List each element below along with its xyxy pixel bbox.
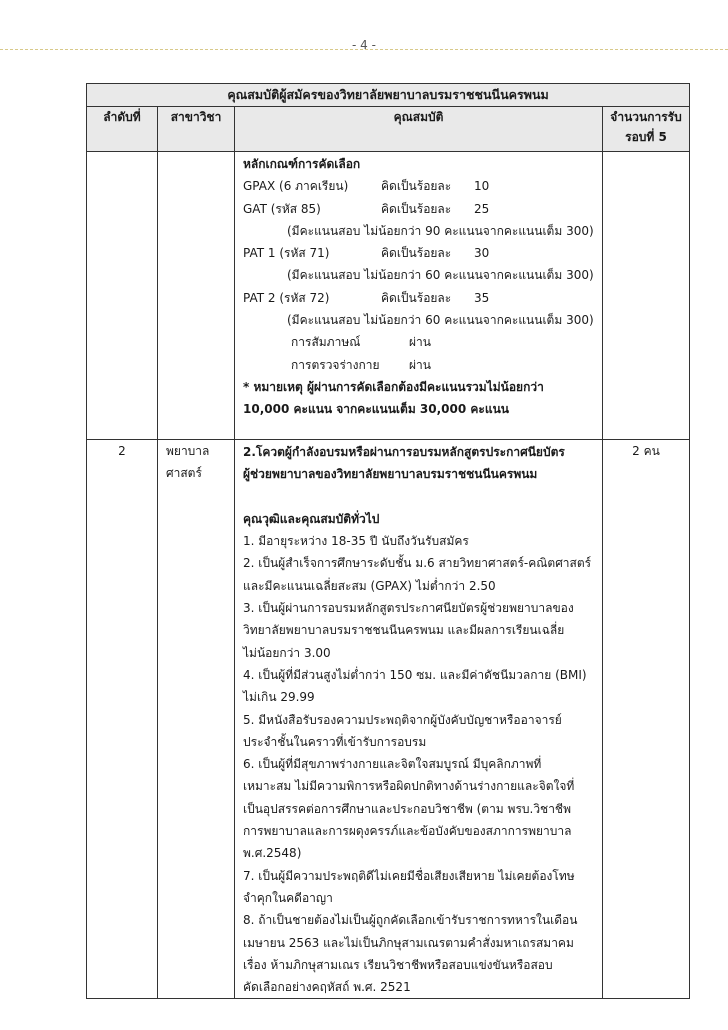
criteria-interview	[243, 331, 594, 353]
pat2-pct: 35	[474, 290, 490, 305]
page-number: - 4 -	[352, 38, 376, 52]
list-item: 1. มีอายุระหว่าง 18-35 ปี นับถึงวันรับสมัคร	[243, 534, 469, 549]
selection-criteria-cell	[235, 152, 603, 440]
criteria-gat	[243, 198, 594, 220]
row2-major-line1: พยาบาล	[166, 444, 210, 458]
list-item: คัดเลือกอย่างคฤหัสถ์ พ.ศ. 2521	[243, 980, 411, 995]
spacer	[243, 486, 594, 508]
gat-pct: 25	[474, 201, 490, 216]
row2-qualification-cell	[235, 440, 603, 999]
list-item: จำคุกในคดีอาญา	[243, 890, 333, 905]
list-item: เป็นอุปสรรคต่อการศึกษาและประกอบวิชาชีพ (ตาม พรบ.วิชาชีพ	[243, 801, 571, 816]
row2-major	[158, 440, 235, 999]
header-major: สาขาวิชา	[158, 107, 235, 152]
header-qualification: คุณสมบัติ	[235, 107, 603, 152]
pat2-note: (มีคะแนนสอบ ไม่น้อยกว่า 60 คะแนนจากคะแนนเต็ม 300)	[287, 313, 594, 328]
pat2-label: PAT 2 (รหัส 72)	[243, 290, 330, 305]
list-item: 7. เป็นผู้มีความประพฤติดีไม่เคยมีชื่อเสียงเสียหาย ไม่เคยต้องโทษ	[243, 868, 575, 883]
list-item: การพยาบาลและการผดุงครรภ์และข้อบังคับของสภาการพยาบาล	[243, 824, 572, 839]
gpax-pct-label: คิดเป็นร้อยละ	[381, 179, 452, 194]
physical-label: การตรวจร่างกาย	[291, 357, 380, 372]
list-item: ไม่น้อยกว่า 3.00	[243, 645, 331, 660]
quota-line-2: ผู้ช่วยพยาบาลของวิทยาลัยพยาบาลบรมราชชนนีนครพนม	[243, 467, 538, 482]
table-row	[87, 440, 690, 999]
row2-major-line2: ศาสตร์	[166, 466, 202, 481]
qualification-table	[86, 83, 690, 999]
row1-count-cell	[603, 152, 690, 440]
criteria-pat2	[243, 287, 594, 309]
list-item: 2. เป็นผู้สำเร็จการศึกษาระดับชั้น ม.6 สายวิทยาศาสตร์-คณิตศาสตร์	[243, 556, 592, 571]
row1-major-cell	[158, 152, 235, 440]
pat2-pct-label: คิดเป็นร้อยละ	[381, 290, 452, 305]
gat-label: GAT (รหัส 85)	[243, 201, 321, 216]
gat-pct-label: คิดเป็นร้อยละ	[381, 201, 452, 216]
table-title: คุณสมบัติผู้สมัครของวิทยาลัยพยาบาลบรมราชชนนีนครพนม	[87, 84, 690, 107]
list-item: วิทยาลัยพยาบาลบรมราชชนนีนครพนม และมีผลการเรียนเฉลี่ย	[243, 623, 565, 638]
list-item: เรื่อง ห้ามภิกษุสามเณร เรียนวิชาชีพหรือสอบแข่งขันหรือสอบ	[243, 957, 553, 972]
list-item: 3. เป็นผู้ผ่านการอบรมหลักสูตรประกาศนียบัตรผู้ช่วยพยาบาลของ	[243, 601, 574, 616]
row2-count: 2 คน	[603, 440, 690, 999]
pat1-note: (มีคะแนนสอบ ไม่น้อยกว่า 60 คะแนนจากคะแนนเต็ม 300)	[287, 268, 594, 283]
interview-label: การสัมภาษณ์	[291, 335, 361, 350]
list-item: เมษายน 2563 และไม่เป็นภิกษุสามเณรตามคำสั่งมหาเถรสมาคม	[243, 935, 574, 950]
list-item: 4. เป็นผู้ที่มีส่วนสูงไม่ต่ำกว่า 150 ซม. และมีค่าดัชนีมวลกาย (BMI)	[243, 667, 587, 682]
pat1-pct: 30	[474, 246, 490, 261]
gpax-label: GPAX (6 ภาคเรียน)	[243, 179, 349, 194]
header-count-line1: จำนวนการรับ	[610, 110, 682, 124]
table-header-row	[87, 107, 690, 152]
list-item: เหมาะสม ไม่มีความพิการหรือผิดปกติทางด้านร่างกายและจิตใจที่	[243, 779, 575, 794]
gat-note: (มีคะแนนสอบ ไม่น้อยกว่า 90 คะแนนจากคะแนนเต็ม 300)	[287, 223, 594, 238]
list-item: 5. มีหนังสือรับรองความประพฤติจากผู้บังคับบัญชาหรืออาจารย์	[243, 712, 562, 727]
list-item: 8. ถ้าเป็นชายต้องไม่เป็นผู้ถูกคัดเลือกเข้ารับราชการทหารในเดือน	[243, 913, 578, 928]
row2-order: 2	[87, 440, 158, 999]
criteria-pat1	[243, 242, 594, 264]
general-heading: คุณวุฒิและคุณสมบัติทั่วไป	[243, 511, 380, 526]
list-item: ประจำชั้นในคราวที่เข้ารับการอบรม	[243, 734, 427, 749]
pat1-pct-label: คิดเป็นร้อยละ	[381, 246, 452, 261]
remark-line-2: 10,000 คะแนน จากคะแนนเต็ม 30,000 คะแนน	[243, 402, 510, 417]
header-order: ลำดับที่	[87, 107, 158, 152]
row1-order-cell	[87, 152, 158, 440]
physical-result: ผ่าน	[409, 357, 431, 372]
list-item: ไม่เกิน 29.99	[243, 690, 315, 705]
table-row	[87, 152, 690, 440]
list-item: 6. เป็นผู้ที่มีสุขภาพร่างกายและจิตใจสมบูรณ์ มีบุคลิกภาพที่	[243, 757, 542, 772]
criteria-physical	[243, 354, 594, 376]
interview-result: ผ่าน	[409, 335, 431, 350]
pat1-label: PAT 1 (รหัส 71)	[243, 246, 330, 261]
criteria-heading: หลักเกณฑ์การคัดเลือก	[243, 157, 361, 171]
criteria-gpax	[243, 175, 594, 197]
remark-line-1: * หมายเหตุ ผู้ผ่านการคัดเลือกต้องมีคะแนนรวมไม่น้อยกว่า	[243, 379, 544, 394]
header-count-line2: รอบที่ 5	[625, 130, 667, 144]
quota-line-1: 2.โควตผู้กำลังอบรมหรือผ่านการอบรมหลักสูตรประกาศนียบัตร	[243, 445, 565, 459]
gpax-pct: 10	[474, 179, 490, 194]
list-item: พ.ศ.2548)	[243, 846, 302, 861]
list-item: และมีคะแนนเฉลี่ยสะสม (GPAX) ไม่ต่ำกว่า 2.50	[243, 578, 496, 593]
header-count	[603, 107, 690, 152]
